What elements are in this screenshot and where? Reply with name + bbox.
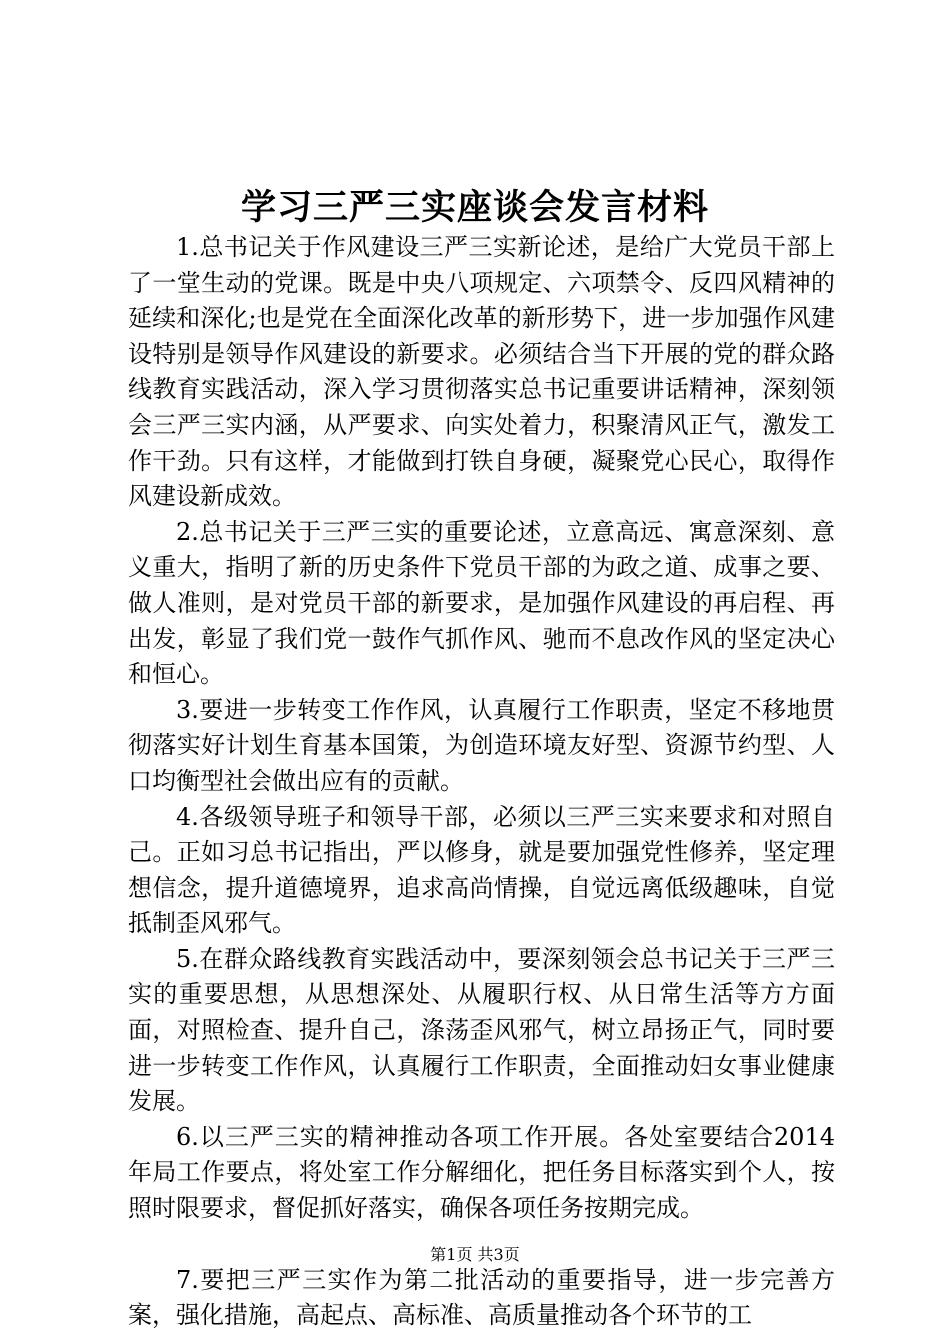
document-body [128, 230, 835, 1334]
paragraph-3: 3.要进一步转变工作作风，认真履行工作职责，坚定不移地贯彻落实好计划生育基本国策，为创造环境友好型、资源节约型、人口均衡型社会做出应有的贡献。 [128, 695, 835, 795]
paragraph-7: 7.要把三严三实作为第二批活动的重要指导，进一步完善方案，强化措施，高起点、高标准、高质量推动各个环节的工 [128, 1265, 835, 1330]
paragraph-6: 6.以三严三实的精神推动各项工作开展。各处室要结合2014年局工作要点，将处室工作分解细化，把任务目标落实到个人，按照时限要求，督促抓好落实，确保各项任务按期完成。 [128, 1122, 835, 1223]
document-title: 学习三严三实座谈会发言材料 [240, 187, 709, 228]
paragraph-1: 1.总书记关于作风建设三严三实新论述，是给广大党员干部上了一堂生动的党课。既是中央八项规定、六项禁令、反四风精神的延续和深化;也是党在全面深化改革的新形势下，进一步加强作风建设特别是领导作风建设的新要求。必须结合当下开展的党的群众路线教育实践活动，深入学习贯彻落实总书记重要讲话精神，深刻领会三严三实内涵，从严要求、向实处着力，积聚清风正气，激发工作干劲。只有这样，才能做到打铁自身硬，凝聚党心民心，取得作风建设新成效。 [128, 233, 835, 511]
paragraph-2: 2.总书记关于三严三实的重要论述，立意高远、寓意深刻、意义重大，指明了新的历史条件下党员干部的为政之道、成事之要、做人准则，是对党员干部的新要求，是加强作风建设的再启程、再出发，彰显了我们党一鼓作气抓作风、驰而不息改作风的坚定决心和恒心。 [128, 517, 835, 689]
paragraph-4: 4.各级领导班子和领导干部，必须以三严三实来要求和对照自己。正如习总书记指出，严以修身，就是要加强党性修养，坚定理想信念，提升道德境界，追求高尚情操，自觉远离低级趣味，自觉抵制歪风邪气。 [128, 802, 835, 938]
page-number-footer: 第1页 共3页 [430, 1245, 520, 1264]
paragraph-5: 5.在群众路线教育实践活动中，要深刻领会总书记关于三严三实的重要思想，从思想深处、从履职行权、从日常生活等方方面面，对照检查、提升自己，涤荡歪风邪气，树立昂扬正气，同时要进一步转变工作作风，认真履行工作职责，全面推动妇女事业健康发展。 [128, 944, 835, 1116]
